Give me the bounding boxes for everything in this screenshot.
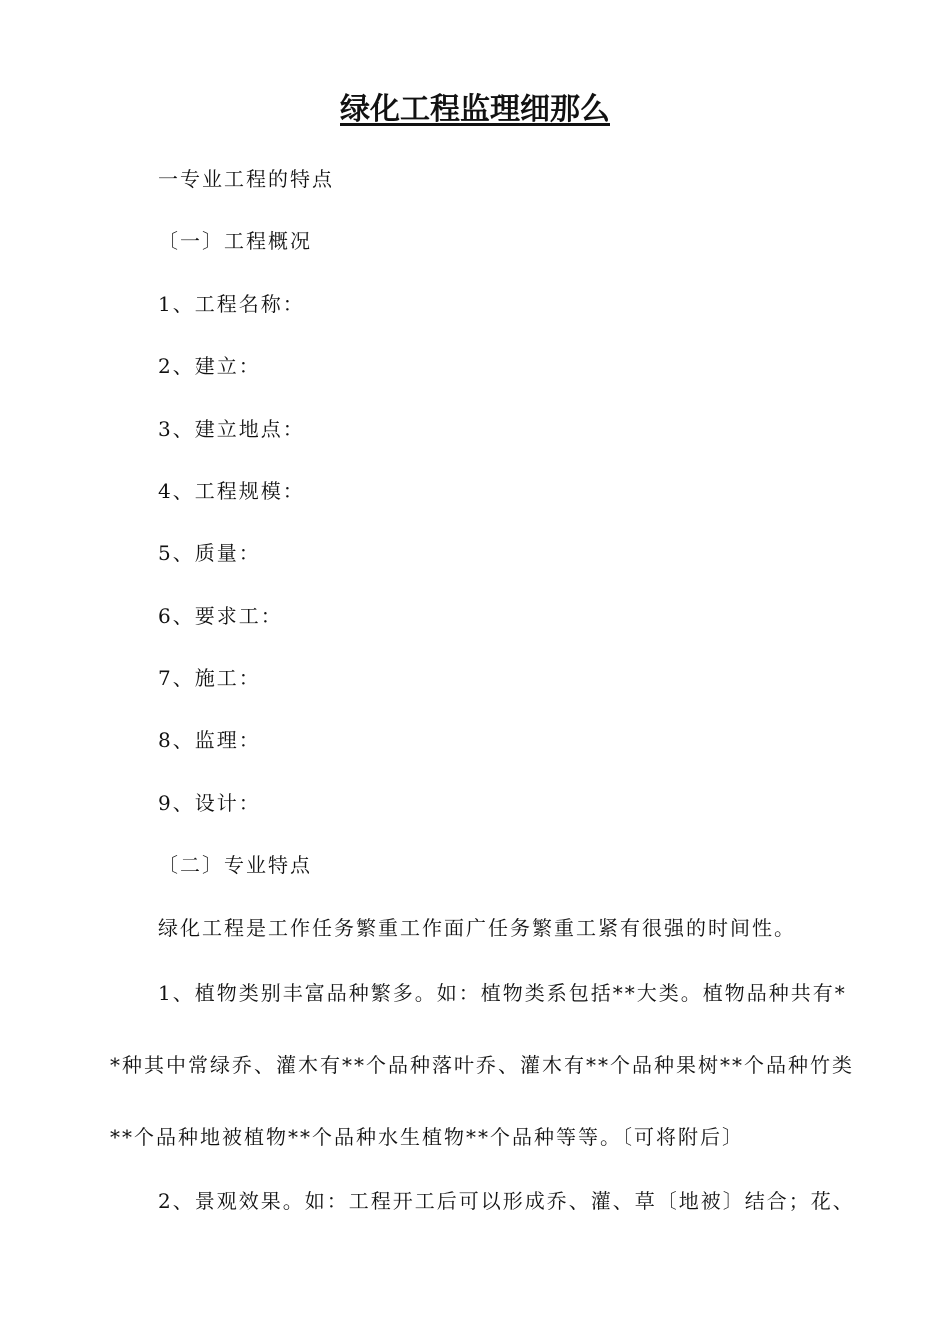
subsection-heading: 〔二〕专业特点 [158,853,312,877]
list-item: 9、设计： [158,791,261,815]
body-paragraph [110,1186,880,1216]
list-item: 8、监理： [158,728,261,752]
paragraph-line: *种其中常绿乔、灌木有**个品种落叶乔、灌木有**个品种果树**个品种竹类 [110,1053,854,1077]
list-item: 1、工程名称： [158,292,305,316]
document-title: 绿化工程监理细那么 [340,92,610,127]
body-paragraph: 绿化工程是工作任务繁重工作面广任务繁重工紧有很强的时间性。 [158,916,796,940]
paragraph-line: 1、植物类别丰富品种繁多。如：植物类系包括**大类。植物品种共有* [158,981,847,1005]
subsection-heading: 〔一〕工程概况 [158,229,312,253]
list-item: 7、施工： [158,666,261,690]
body-paragraph [110,978,880,1194]
list-item: 4、工程规模： [158,479,305,503]
paragraph-line: 2、景观效果。如：工程开工后可以形成乔、灌、草〔地被〕结合；花、 [158,1189,855,1213]
list-item: 3、建立地点： [158,417,305,441]
list-item: 2、建立： [158,354,261,378]
section-heading: 一专业工程的特点 [158,167,334,191]
list-item: 6、要求工： [158,604,283,628]
paragraph-line: **个品种地被植物**个品种水生植物**个品种等等。〔可将附后〕 [110,1125,744,1149]
list-item: 5、质量： [158,541,261,565]
